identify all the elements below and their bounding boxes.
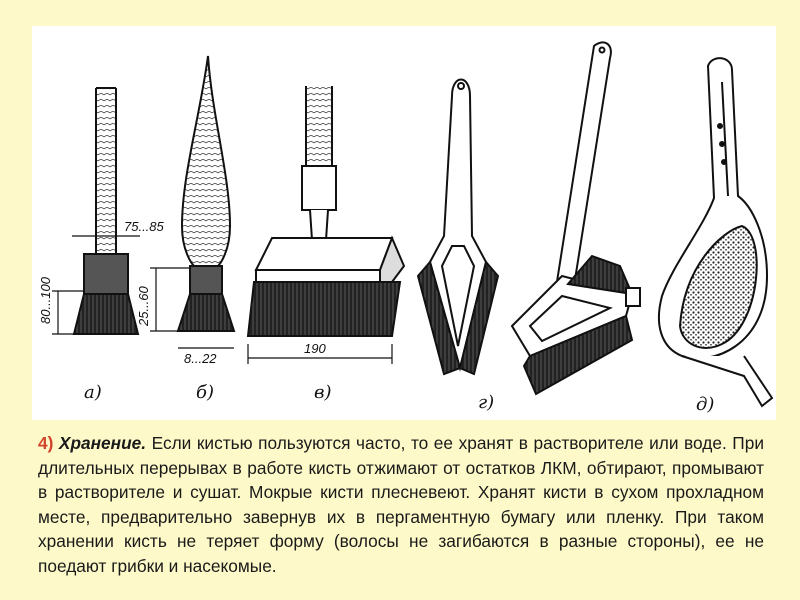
- dimension-width-b: 8...22: [184, 351, 217, 366]
- brush-b: [178, 56, 234, 331]
- item-number: 4): [38, 433, 54, 453]
- dimension-width-a: 75...85: [124, 219, 164, 234]
- caption-a: а): [84, 382, 102, 403]
- storage-paragraph: [38, 431, 764, 579]
- caption-d: г): [478, 392, 495, 413]
- brush-d: [512, 42, 640, 394]
- caption-c: в): [314, 382, 332, 403]
- section-heading: Хранение.: [58, 433, 147, 453]
- caption-e: д): [696, 394, 715, 415]
- brush-c: [248, 86, 404, 336]
- brush-a: [74, 88, 138, 334]
- paragraph-body: Если кистью пользуются часто, то ее хранят в растворителе или воде. При длительных перерывах в работе кисть отжимают от остатков ЛКМ, обтирают, промывают в растворителе и сушат. Мокрые кисти плесневеют. Хранят кисти в сухом прохладном месте, предварительно завернув их в пергаментную бумагу или пленку. При таком хранении кисть не теряет форму (волосы не загибаются в разные стороны), ее не поедают грибки и насекомые.: [38, 433, 764, 576]
- caption-b: б): [196, 382, 215, 403]
- dimension-height-b: 25...60: [136, 286, 151, 326]
- dimension-width-c: 190: [304, 341, 326, 356]
- dimension-height-a: 80...100: [38, 277, 53, 324]
- brushes-illustration: [32, 26, 776, 420]
- brush-g: [418, 80, 498, 375]
- brush-e: [659, 58, 772, 406]
